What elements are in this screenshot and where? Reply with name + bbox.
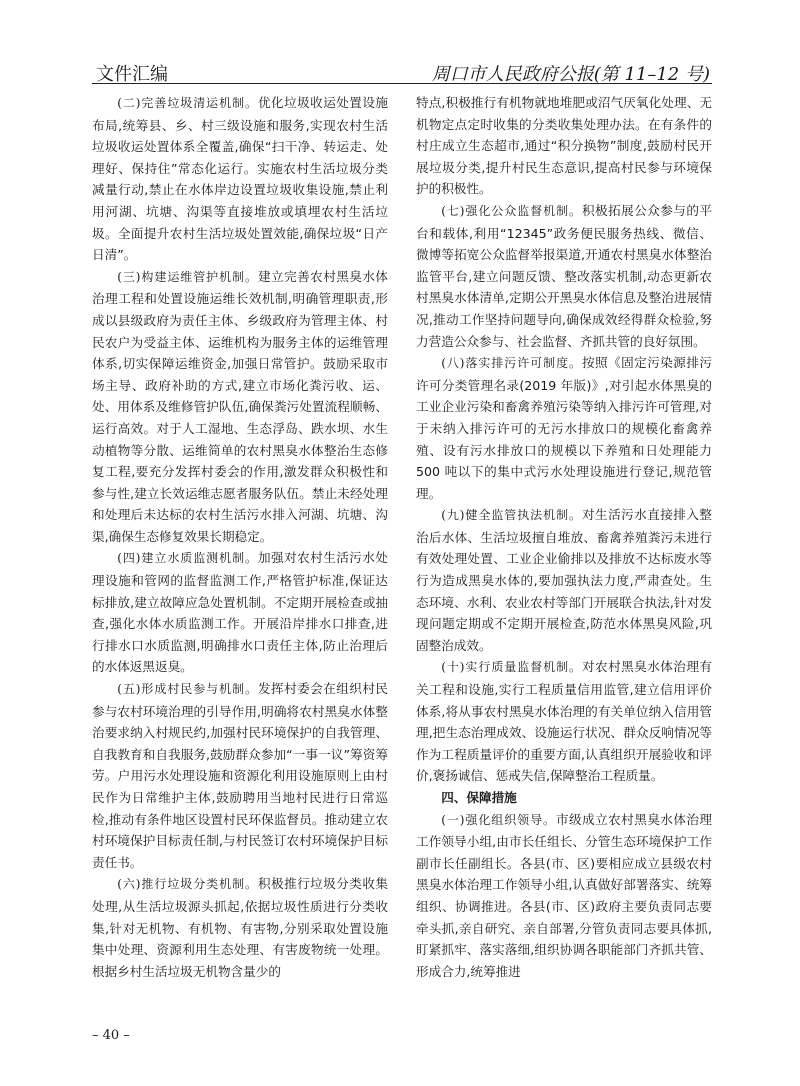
header-left: 文件汇编 [96, 64, 168, 85]
paragraph-text: 建立完善农村黑臭水体治理工程和处置设施运维长效机制,明确管理职责,形成以县级政府为责任主体、乡级政府为管理主体、村民农户为受益主体、运维机构为服务主体的运维管理体系,切实保障运维资金,加强日常管护。鼓励采取市场主导、政府补助的方式,建立市场化粪污收、运、处、用体系及维修管护队伍,确保粪污处置流程顺畅、运行高效。对于人工湿地、生态浮岛、跌水坝、水生动植物等分散、运维简单的农村黑臭水体整治生态修复工程,要充分发挥村委会的作用,激发群众积极性和参与性,建立长效运维志愿者服务队伍。禁止未经处理和处理后未达标的农村生活污水排入河湖、坑塘、沟渠,确保生态修复效果长期稳定。 [92, 268, 388, 544]
paragraph-lead: (八)落实排污许可制度。 [441, 356, 582, 371]
paragraph [92, 266, 388, 548]
paragraph [92, 873, 388, 982]
paragraph [92, 547, 388, 678]
paragraph-lead: (五)形成村民参与机制。 [117, 682, 258, 697]
paragraph-text: 按照《固定污染源排污许可分类管理名录(2019 年版)》,对引起水体黑臭的工业企业污染和畜禽养殖污染等纳入排污许可管理,对于未纳入排污许可的无污水排放口的规模化畜禽养殖、设有污水排放口的规模以下养殖和日处理能力 500 吨以下的集中式污水处理设施进行登记,规范管理。 [416, 355, 712, 501]
paragraph-lead: (二)完善垃圾清运机制。 [117, 96, 258, 110]
paragraph [416, 352, 712, 504]
page-number: – 40 – [92, 1028, 130, 1043]
paragraph-text: 对农村黑臭水体治理有关工程和设施,实行工程质量信用监管,建立信用评价体系,将从事农村黑臭水体治理的有关单位纳入信用管理,把生态治理成效、设施运行状况、群众反响情况等作为工程质量评价的重要方面,认真组织开展验收和评价,褒扬诚信、惩戒失信,保障整治工程质量。 [416, 659, 712, 784]
header-right: 周口市人民政府公报(第 11–12 号) [431, 64, 710, 85]
paragraph-text: 优化垃圾收运处置设施布局,统筹县、乡、村三级设施和服务,实现农村生活垃圾收运处置体系全覆盖,确保“扫干净、转运走、处理好、保持住”常态化运行。实施农村生活垃圾分类减量行动,禁止在水体岸边设置垃圾收集设施,禁止利用河湖、坑塘、沟渠等直接堆放或填埋农村生活垃圾。全面提升农村生活垃圾处置效能,确保垃圾“日产日清”。 [92, 95, 388, 263]
section-heading: 四、保障措施 [441, 790, 517, 805]
paragraph [416, 656, 712, 787]
paragraph [92, 678, 388, 873]
paragraph-lead: (六)推行垃圾分类机制。 [117, 877, 258, 892]
paragraph-lead: (一)强化组织领导。 [441, 812, 556, 827]
paragraph-text: 积极拓展公众参与的平台和载体,利用“12345”政务便民服务热线、微信、微博等拓宽公众监督举报渠道,开通农村黑臭水体整治监管平台,建立问题反馈、整改落实机制,动态更新农村黑臭水体清单,定期公开黑臭水体信息及整治进展情况,推动工作坚持问题导向,确保成效经得群众检验,努力营造公众参与、社会监督、齐抓共管的良好氛围。 [416, 202, 712, 349]
paragraph [92, 92, 388, 266]
paragraph-lead: (十)实行质量监督机制。 [441, 660, 582, 675]
paragraph-text: 积极推行垃圾分类收集处理,从生活垃圾源头抓起,依据垃圾性质进行分类收集,针对无机物、有机物、有害物,分别采取处置设施集中处理、资源利用生态处理、有害废物统一处理。根据乡村生活垃圾无机物含量少的 [92, 876, 388, 979]
paragraph [416, 200, 712, 352]
left-column [92, 92, 388, 982]
paragraph-lead: (四)建立水质监测机制。 [117, 551, 258, 566]
paragraph-text: 加强对农村生活污水处理设施和管网的监督监测工作,严格管护标准,保证达标排放,建立故障应急处置机制。不定期开展检查或抽查,强化水体水质监测工作。开展沿岸排水口排查,进行排水口水质监测,明确排水口责任主体,防止治理后的水体返黑返臭。 [92, 550, 388, 675]
paragraph [416, 504, 712, 656]
paragraph-lead: (三)构建运维管护机制。 [117, 269, 258, 284]
paragraph-lead: (七)强化公众监督机制。 [441, 203, 582, 218]
paragraph-text: 特点,积极推行有机物就地堆肥或沼气厌氧化处理、无机物定点定时收集的分类收集处理办法。在有条件的村庄成立生态超市,通过“积分换物”制度,鼓励村民开展垃圾分类,提升村民生态意识,提高村民参与环境保护的积极性。 [416, 95, 712, 197]
paragraph-lead: (九)健全监管执法机制。 [441, 508, 582, 523]
paragraph-text: 市级成立农村黑臭水体治理工作领导小组,由市长任组长、分管生态环境保护工作副市长任副组长。各县(市、区)要相应成立县级农村黑臭水体治理工作领导小组,认真做好部署落实、统筹组织、协调推进。各县(市、区)政府主要负责同志要牵头抓,亲自研究、亲自部署,分管负责同志要具体抓,盯紧抓牢、落实落细,组织协调各职能部门齐抓共管、形成合力,统筹推进 [416, 811, 713, 979]
right-column [416, 92, 712, 982]
paragraph-text: 对生活污水直接排入整治后水体、生活垃圾擅自堆放、畜禽养殖粪污未进行有效处理处置、工业企业偷排以及排放不达标废水等行为造成黑臭水体的,要加强执法力度,严肃查处。生态环境、水利、农业农村等部门开展联合执法,针对发现问题定期或不定期开展检查,防范水体黑臭风险,巩固整治成效。 [416, 507, 712, 653]
paragraph [416, 809, 712, 983]
paragraph-text: 发挥村委会在组织村民参与农村环境治理的引导作用,明确将农村黑臭水体整治要求纳入村规民约,加强村民环境保护的自我管理、自我教育和自我服务,鼓励群众参加“一事一议”筹资筹劳。户用污水处理设施和资源化利用设施原则上由村民作为日常维护主体,鼓励聘用当地村民进行日常巡检,推动有条件地区设置村民环保监督员。推动建立农村环境保护目标责任制,与村民签订农村环境保护目标责任书。 [92, 681, 388, 870]
paragraph-continued [416, 92, 712, 200]
header-rule [92, 83, 712, 84]
